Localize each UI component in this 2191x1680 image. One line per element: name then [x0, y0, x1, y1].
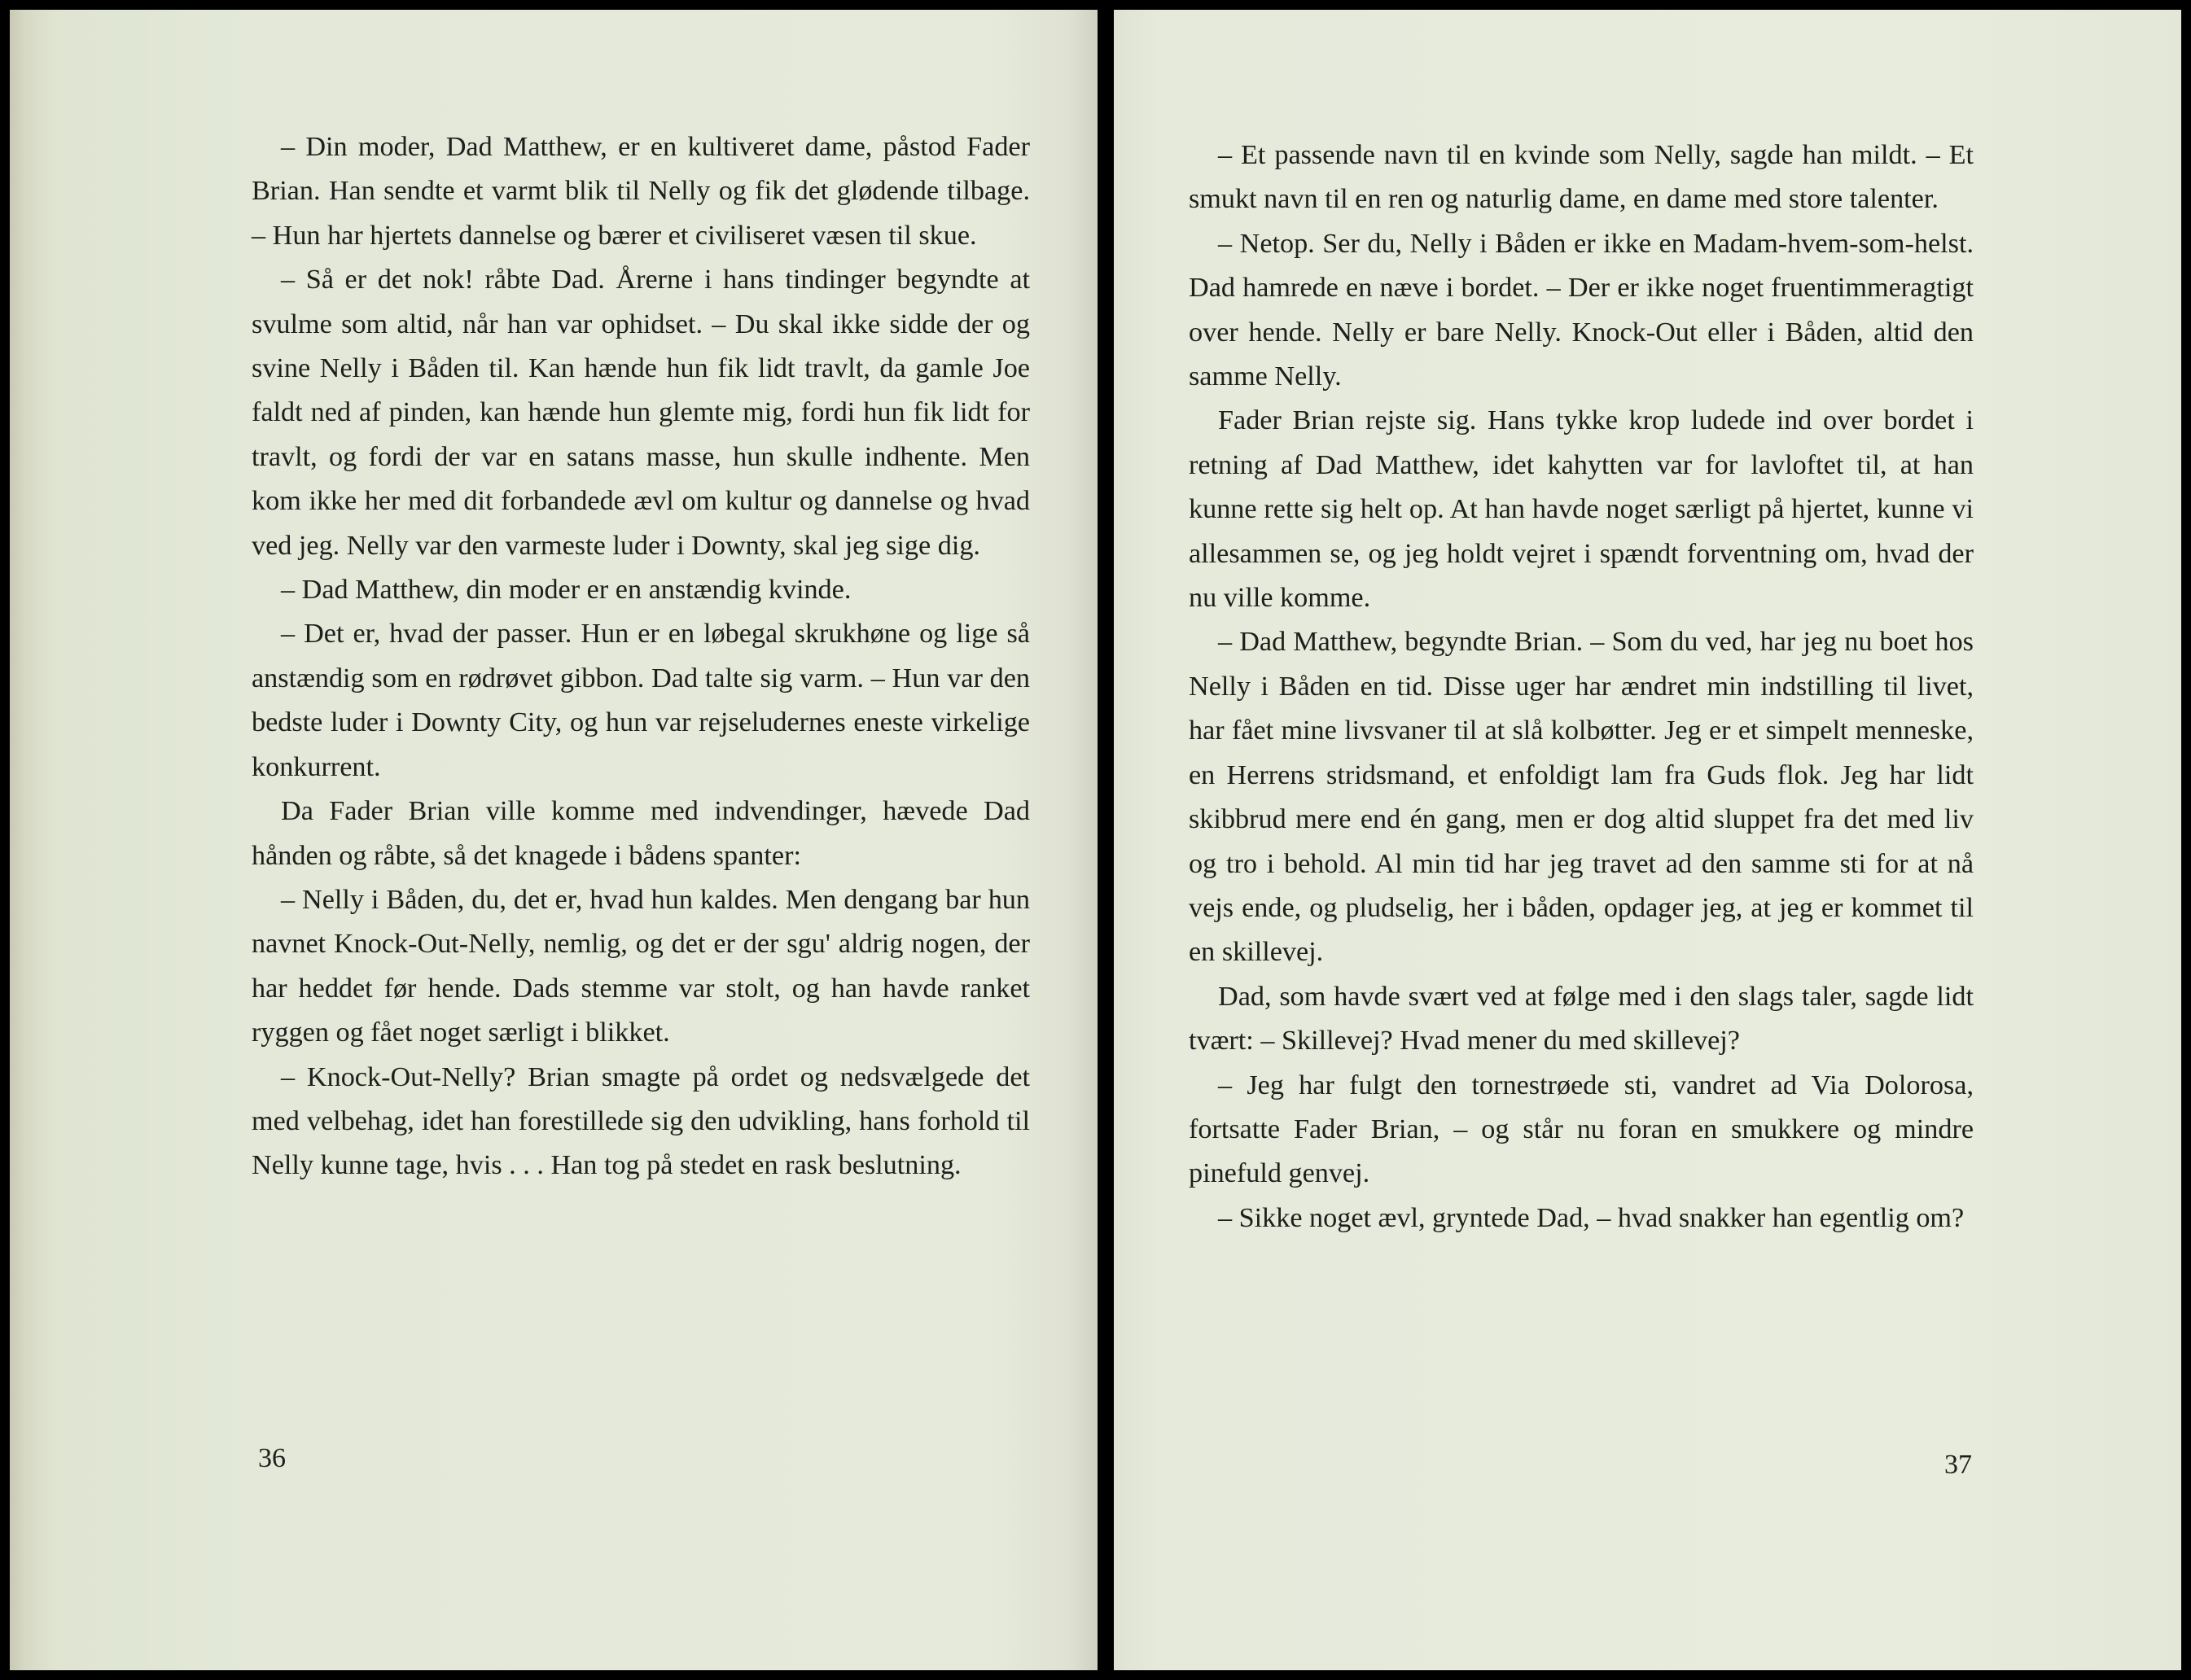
paragraph: – Dad Matthew, din moder er en anstændig kvinde.	[281, 575, 852, 606]
paragraph: Fader Brian rejste sig. Hans tykke krop ludede ind over bordet i retning af Dad Matthew, idet kahytten var for lavloftet til, at han kunne rette sig helt op. At han havde noget særligt på hjertet, kunne vi allesammen se, og jeg holdt vejret i spændt forventning om, hvad der nu ville komme.	[1189, 405, 1974, 614]
right-page-text	[1189, 133, 1974, 1240]
paragraph: Da Fader Brian ville komme med indvendinger, hævede Dad hånden og råbte, så det knagede i bådens spanter:	[252, 796, 1030, 871]
page-number: 36	[258, 1443, 286, 1473]
paragraph: – Din moder, Dad Matthew, er en kultiveret dame, påstod Fader Brian. Han sendte et varmt blik til Nelly og fik det glødende tilbage. – Hun har hjertets dannelse og bærer et civiliseret væsen til skue.	[252, 132, 1030, 251]
paragraph: – Så er det nok! råbte Dad. Årerne i hans tindinger begyndte at svulme som altid, når han var ophidset. – Du skal ikke sidde der og svine Nelly i Båden til. Kan hænde hun fik lidt travlt, da gamle Joe faldt ned af pinden, kan hænde hun glemte mig, fordi hun fik lidt for travlt, og fordi der var en satans masse, hun skulle indhente. Men kom ikke her med dit forbandede ævl om kultur og dannelse og hvad ved jeg. Nelly var den varmeste luder i Downty, skal jeg sige dig.	[252, 265, 1030, 561]
paragraph: – Knock-Out-Nelly? Brian smagte på ordet og nedsvælgede det med velbehag, idet han forestillede sig den udvikling, hans forhold til Nelly kunne tage, hvis . . . Han tog på stedet en rask beslutning.	[252, 1061, 1030, 1181]
paragraph: – Nelly i Båden, du, det er, hvad hun kaldes. Men dengang bar hun navnet Knock-Out-Nelly, nemlig, og det er der sgu' aldrig nogen, der har heddet før hende. Dads stemme var stolt, og han havde ranket ryggen og fået noget særligt i blikket.	[252, 884, 1030, 1048]
paragraph: – Dad Matthew, begyndte Brian. – Som du ved, har jeg nu boet hos Nelly i Båden en tid. Disse uger har ændret min indstilling til livet, har fået mine livsvaner til at slå kolbøtter. Jeg er et simpelt menneske, en Herrens stridsmand, et enfoldigt lam fra Guds flok. Jeg har lidt skibbrud mere end én gang, men er dog altid sluppet fra det med liv og tro i behold. Al min tid har jeg travet ad den samme sti for at nå vejs ende, og pludselig, her i båden, opdager jeg, at jeg er kommet til en skillevej.	[1189, 627, 1974, 968]
paragraph: – Det er, hvad der passer. Hun er en løbegal skrukhøne og lige så anstændig som en rødrøvet gibbon. Dad talte sig varm. – Hun var den bedste luder i Downty City, og hun var rejseludernes eneste virkelige konkurrent.	[252, 619, 1030, 782]
paragraph: – Sikke noget ævl, gryntede Dad, – hvad snakker han egentlig om?	[1218, 1202, 1965, 1233]
paragraph: Dad, som havde svært ved at følge med i den slags taler, sagde lidt tvært: – Skillevej? Hvad mener du med skillevej?	[1189, 981, 1974, 1057]
left-page	[10, 10, 1098, 1670]
page-edge-shadow	[10, 10, 60, 1670]
right-page	[1114, 10, 2181, 1670]
paragraph: – Netop. Ser du, Nelly i Båden er ikke en Madam-hvem-som-helst. Dad hamrede en næve i bordet. – Der er ikke noget fruentimmeragtigt over hende. Nelly er bare Nelly. Knock-Out eller i Båden, altid den samme Nelly.	[1189, 228, 1974, 392]
paragraph: – Et passende navn til en kvinde som Nelly, sagde han mildt. – Et smukt navn til en ren og naturlig dame, en dame med store talenter.	[1189, 140, 1974, 215]
left-page-text	[252, 125, 1030, 1188]
paragraph: – Jeg har fulgt den tornestrøede sti, vandret ad Via Dolorosa, fortsatte Fader Brian, – og står nu foran en smukkere og mindre pinefuld genvej.	[1189, 1070, 1974, 1189]
page-number: 37	[1944, 1450, 1972, 1480]
